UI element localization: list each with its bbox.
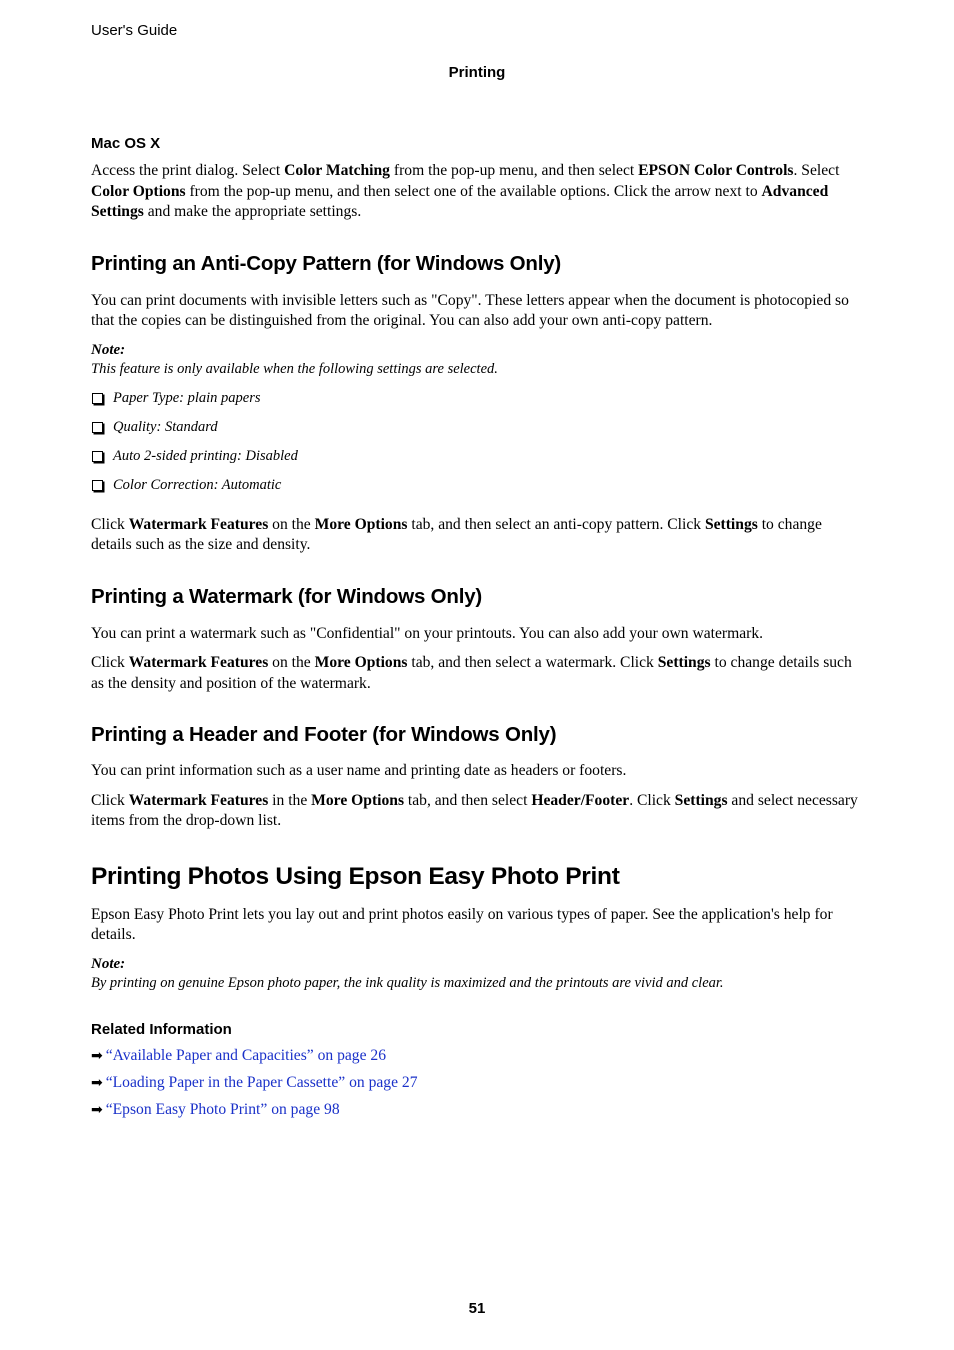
bold-term: More Options [314,515,408,533]
related-link-item [91,1073,866,1093]
bold-term: Settings [674,791,728,809]
text-run: on the [268,515,315,533]
text-run: and make the appropriate settings. [143,203,362,220]
easy-photo-note-text: By printing on genuine Epson photo paper, the ink quality is maximized and the printouts are vivid and clear. [91,974,724,991]
right-arrow-icon: ➡ [91,1047,103,1064]
text-run: from the pop-up menu, and then select one of the available options. Click the arrow next to [185,182,762,200]
checkbox-bullet-icon [92,451,103,462]
text-run: Click [91,791,129,809]
header-footer-instructions [91,791,866,832]
right-arrow-icon: ➡ [91,1074,103,1091]
related-link-item [91,1100,866,1120]
bold-term: Settings [704,515,758,533]
list-item: Color Correction: Automatic [91,476,866,495]
mac-os-x-heading: Mac OS X [91,135,161,152]
watermark-instructions [91,653,866,694]
text-run: to change details such as the size and density. [91,515,822,553]
related-link-item [91,1046,866,1066]
text-run: and select necessary items from the drop-down list. [91,791,858,829]
text-run: on the [268,654,315,671]
related-link[interactable]: “Available Paper and Capacities” on page 26 [105,1046,387,1064]
text-run: . Select [793,162,840,179]
easy-photo-print-intro: Epson Easy Photo Print lets you lay out and print photos easily on various types of paper. See the application's help for details. [91,905,833,943]
bold-term: Header/Footer [531,791,630,809]
right-arrow-icon: ➡ [91,1101,103,1118]
checkbox-bullet-icon [92,393,103,404]
bold-term: More Options [311,791,405,809]
bold-term: EPSON Color Controls [638,162,794,179]
list-item: Quality: Standard [91,418,866,437]
text-run: Access the print dialog. Select [91,162,285,179]
text-run: tab, and then select an anti-copy pattern. Click [407,515,705,533]
page-number: 51 [468,1300,486,1317]
text-run: tab, and then select a watermark. Click [407,654,658,671]
easy-photo-note-label: Note: [91,955,126,972]
related-link[interactable]: “Epson Easy Photo Print” on page 98 [105,1100,340,1118]
bold-term: Watermark Features [128,654,269,671]
bold-term: Color Options [91,182,186,200]
bold-term: Color Matching [284,162,390,179]
text-run: in the [268,791,312,809]
anti-copy-note-label: Note: [91,341,126,358]
related-link[interactable]: “Loading Paper in the Paper Cassette” on page 27 [105,1073,418,1091]
bold-term: Watermark Features [128,791,269,809]
checkbox-bullet-icon [92,480,103,491]
anti-copy-settings-list [91,389,866,495]
related-links-list [91,1046,866,1120]
checkbox-bullet-icon [92,422,103,433]
bold-term: Watermark Features [128,515,269,533]
text-run: Click [91,654,129,671]
bold-term: More Options [314,654,408,671]
running-header: User's Guide [91,22,178,39]
header-footer-intro: You can print information such as a user name and printing date as headers or footers. [91,762,627,779]
related-information-heading: Related Information [91,1020,232,1038]
list-item: Paper Type: plain papers [91,389,866,408]
text-run: from the pop-up menu, and then select [389,162,639,179]
anti-copy-instructions [91,515,866,556]
bold-term: Advanced Settings [91,182,829,220]
text-run: . Click [629,791,675,809]
text-run: tab, and then select [404,791,532,809]
watermark-heading: Printing a Watermark (for Windows Only) [91,584,483,608]
list-item: Auto 2-sided printing: Disabled [91,447,866,466]
section-title: Printing [448,64,506,81]
anti-copy-intro: You can print documents with invisible letters such as "Copy". These letters appear when the document is photocopied so that the copies can be distinguished from the original. You can also add your own anti-copy pattern. [91,291,849,329]
mac-os-x-paragraph [91,161,866,223]
text-run: to change details such as the density and position of the watermark. [91,654,852,692]
watermark-intro: You can print a watermark such as "Confidential" on your printouts. You can also add your own watermark. [91,624,764,642]
text-run: Click [91,515,129,533]
anti-copy-note-text: This feature is only available when the following settings are selected. [91,360,498,377]
bold-term: Settings [657,654,711,671]
anti-copy-heading: Printing an Anti-Copy Pattern (for Windows Only) [91,251,562,275]
header-footer-heading: Printing a Header and Footer (for Windows Only) [91,723,557,746]
easy-photo-print-heading: Printing Photos Using Epson Easy Photo Print [91,862,620,890]
